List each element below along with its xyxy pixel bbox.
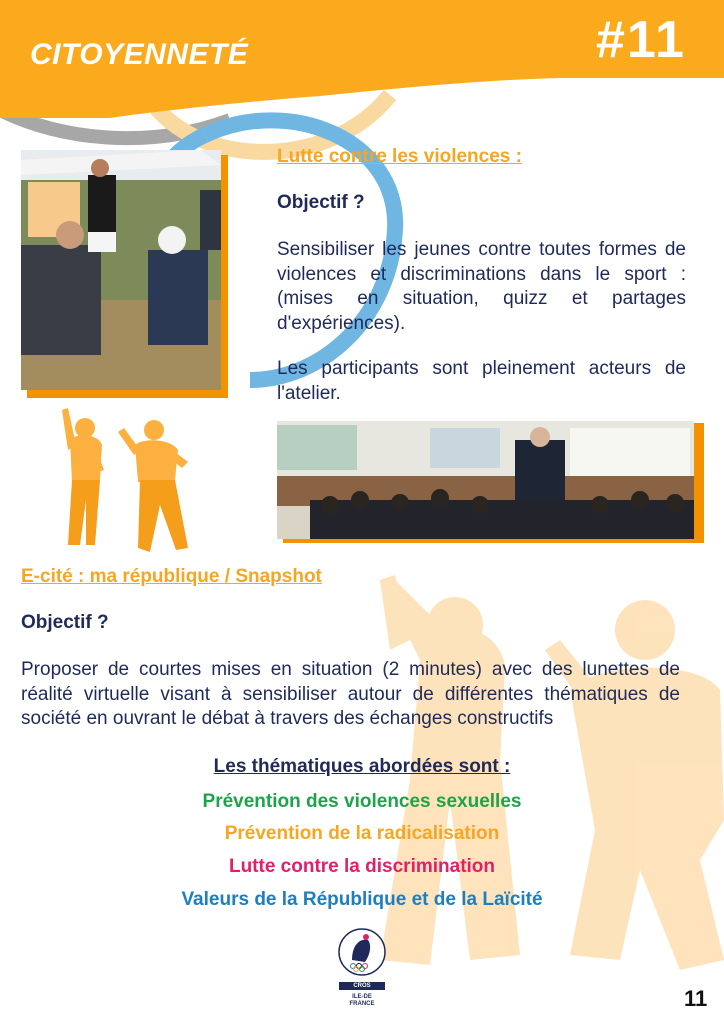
dancing-figures-illustration bbox=[62, 408, 188, 552]
photo-gym-session bbox=[277, 421, 694, 539]
page-number: 11 bbox=[684, 986, 708, 1011]
section1-paragraph2: Les participants sont pleinement acteurs de l'atelier. bbox=[277, 358, 686, 404]
section2-objective: Objectif ? bbox=[21, 612, 109, 633]
theme-discrimination: Lutte contre la discrimination bbox=[228, 856, 496, 877]
page-title: CITOYENNETÉ bbox=[30, 38, 249, 71]
section2-title: E-cité : ma république / Snapshot bbox=[21, 566, 322, 587]
logo-region-line2: FRANCE bbox=[349, 1001, 375, 1007]
logo-region-line1: ILE-DE bbox=[352, 994, 372, 1000]
themes-heading: Les thématiques abordées sont : bbox=[213, 756, 511, 777]
theme-sexual-violence: Prévention des violences sexuelles bbox=[202, 791, 522, 812]
logo-name: CROS bbox=[353, 983, 371, 989]
section1-paragraph1: Sensibiliser les jeunes contre toutes formes de violences et discriminations dans le sport : (mises en situation, quizz et partages d'expériences). bbox=[277, 239, 686, 334]
section1-objective: Objectif ? bbox=[277, 192, 365, 213]
cros-logo bbox=[339, 929, 385, 990]
theme-republic-values: Valeurs de la République et de la Laïcité bbox=[181, 889, 543, 910]
section1-title: Lutte contre les violences : bbox=[277, 146, 522, 167]
section2-paragraph: Proposer de courtes mises en situation (2 minutes) avec des lunettes de réalité virtuelle visant à sensibiliser autour de différentes thématiques de société en ouvrant le débat à travers des échanges constructifs bbox=[21, 659, 680, 729]
photo-outdoor-workshop bbox=[21, 150, 221, 390]
theme-radicalisation: Prévention de la radicalisation bbox=[224, 823, 500, 844]
chapter-number: #11 bbox=[596, 11, 686, 69]
